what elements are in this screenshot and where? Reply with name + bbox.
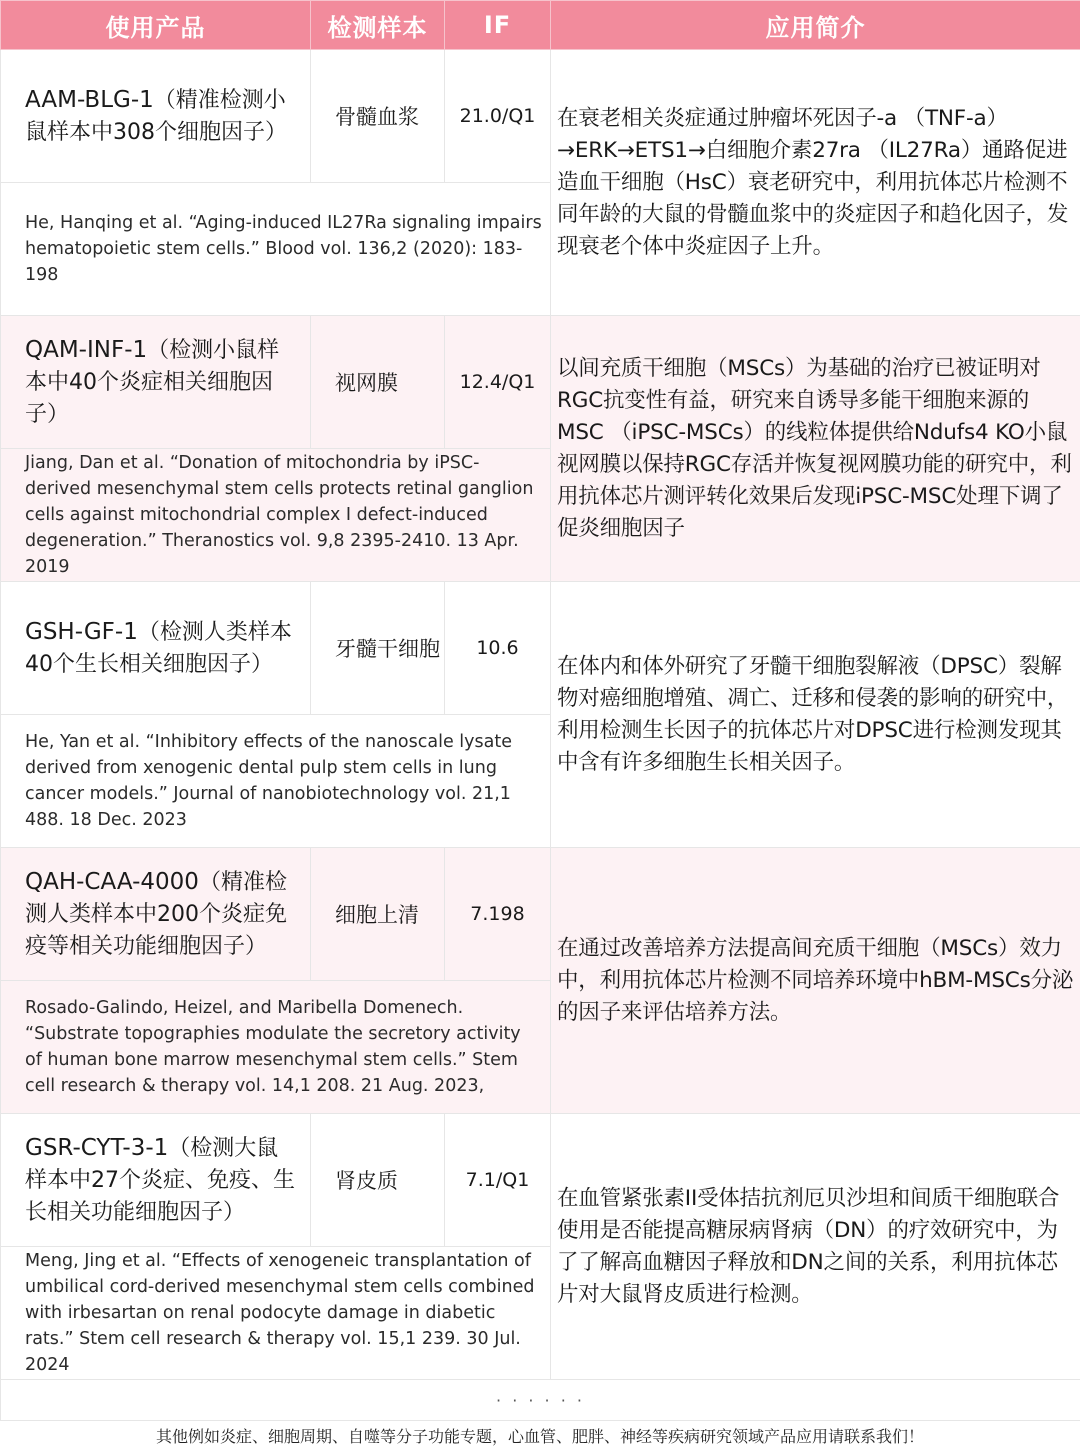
table-row: [1, 848, 1080, 981]
table-row: [1, 50, 1080, 183]
sample-cell: 牙髓干细胞: [311, 582, 445, 715]
product-code: AAM-BLG-1: [25, 86, 154, 113]
product-cell: [1, 1114, 311, 1247]
product-desc: （精准检测小鼠样本中308个细胞因子）: [25, 87, 287, 145]
if-cell: 7.198: [445, 848, 551, 981]
header-application: 应用简介: [551, 1, 1080, 50]
product-desc: （检测大鼠样本中27个炎症、免疫、生长相关功能细胞因子）: [25, 1135, 295, 1225]
if-cell: 10.6: [445, 582, 551, 715]
table-row: [1, 1114, 1080, 1247]
if-cell: 12.4/Q1: [445, 316, 551, 449]
product-cell: [1, 848, 311, 981]
product-desc: （检测小鼠样本中40个炎症相关细胞因子）: [25, 337, 280, 427]
sample-cell: 肾皮质: [311, 1114, 445, 1247]
header-product: 使用产品: [1, 1, 311, 50]
application-cell: 在体内和体外研究了牙髓干细胞裂解液（DPSC）裂解物对癌细胞增殖、凋亡、迁移和侵袭的影响的研究中，利用检测生长因子的抗体芯片对DPSC进行检测发现其中含有许多细胞生长相关因子。: [551, 582, 1080, 848]
product-cell: [1, 50, 311, 183]
product-code: GSR-CYT-3-1: [25, 1134, 169, 1161]
product-code: QAM-INF-1: [25, 336, 148, 363]
reference-cell: He, Hanqing et al. “Aging-induced IL27Ra signaling impairs hematopoietic stem cells.” Blood vol. 136,2 (2020): 183-198: [1, 183, 551, 316]
application-cell: 在血管紧张素II受体拮抗剂厄贝沙坦和间质干细胞联合使用是否能提高糖尿病肾病（DN）的疗效研究中，为了了解高血糖因子释放和DN之间的关系，利用抗体芯片对大鼠肾皮质进行检测。: [551, 1114, 1080, 1380]
application-cell: 在通过改善培养方法提高间充质干细胞（MSCs）效力中，利用抗体芯片检测不同培养环境中hBM-MSCs分泌的因子来评估培养方法。: [551, 848, 1080, 1114]
sample-cell: 视网膜: [311, 316, 445, 449]
reference-cell: Rosado-Galindo, Heizel, and Maribella Domenech. “Substrate topographies modulate the secretory activity of human bone marrow mesenchymal stem cells.” Stem cell research & therapy vol. 14,1 208. 21 Aug. 2023,: [1, 981, 551, 1114]
product-code: GSH-GF-1: [25, 618, 138, 645]
application-cell: 在衰老相关炎症通过肿瘤坏死因子-a （TNF-a）→ERK→ETS1→白细胞介素27ra （IL27Ra）通路促进造血干细胞（HsC）衰老研究中，利用抗体芯片检测不同年龄的大鼠的骨髓血浆中的炎症因子和趋化因子，发现衰老个体中炎症因子上升。: [551, 50, 1080, 316]
product-cell: [1, 582, 311, 715]
reference-cell: He, Yan et al. “Inhibitory effects of the nanoscale lysate derived from xenogenic dental pulp stem cells in lung cancer models.” Journal of nanobiotechnology vol. 21,1 488. 18 Dec. 2023: [1, 715, 551, 848]
if-cell: 7.1/Q1: [445, 1114, 551, 1247]
header-sample: 检测样本: [311, 1, 445, 50]
product-desc: （精准检测人类样本中200个炎症免疫等相关功能细胞因子）: [25, 869, 287, 959]
header-if: IF: [445, 1, 551, 50]
sample-cell: 细胞上清: [311, 848, 445, 981]
application-cell: 以间充质干细胞（MSCs）为基础的治疗已被证明对RGC抗变性有益，研究来自诱导多能干细胞来源的MSC （iPSC-MSCs）的线粒体提供给Ndufs4 KO小鼠视网膜以保持RGC存活并恢复视网膜功能的研究中，利用抗体芯片测评转化效果后发现iPSC-MSC处理下调了促炎细胞因子: [551, 316, 1080, 582]
sample-cell: 骨髓血浆: [311, 50, 445, 183]
table-row: [1, 316, 1080, 449]
product-cell: [1, 316, 311, 449]
product-desc: （检测人类样本40个生长相关细胞因子）: [25, 619, 292, 677]
ellipsis: · · · · · ·: [1, 1380, 1080, 1421]
reference-cell: Jiang, Dan et al. “Donation of mitochondria by iPSC-derived mesenchymal stem cells protects retinal ganglion cells against mitochondrial complex I defect-induced degeneration.” Theranostics vol. 9,8 2395-2410. 13 Apr. 2019: [1, 449, 551, 582]
if-cell: 21.0/Q1: [445, 50, 551, 183]
reference-cell: Meng, Jing et al. “Effects of xenogeneic transplantation of umbilical cord-derived mesenchymal stem cells combined with irbesartan on renal podocyte damage in diabetic rats.” Stem cell research & therapy vol. 15,1 239. 30 Jul. 2024: [1, 1247, 551, 1380]
product-code: QAH-CAA-4000: [25, 868, 199, 895]
table-header: [1, 1, 1080, 50]
ellipsis-row: [1, 1380, 1080, 1421]
table-row: [1, 582, 1080, 715]
footer-note: 其他例如炎症、细胞周期、自噬等分子功能专题，心血管、肥胖、神经等疾病研究领域产品应用请联系我们！: [155, 1427, 924, 1446]
